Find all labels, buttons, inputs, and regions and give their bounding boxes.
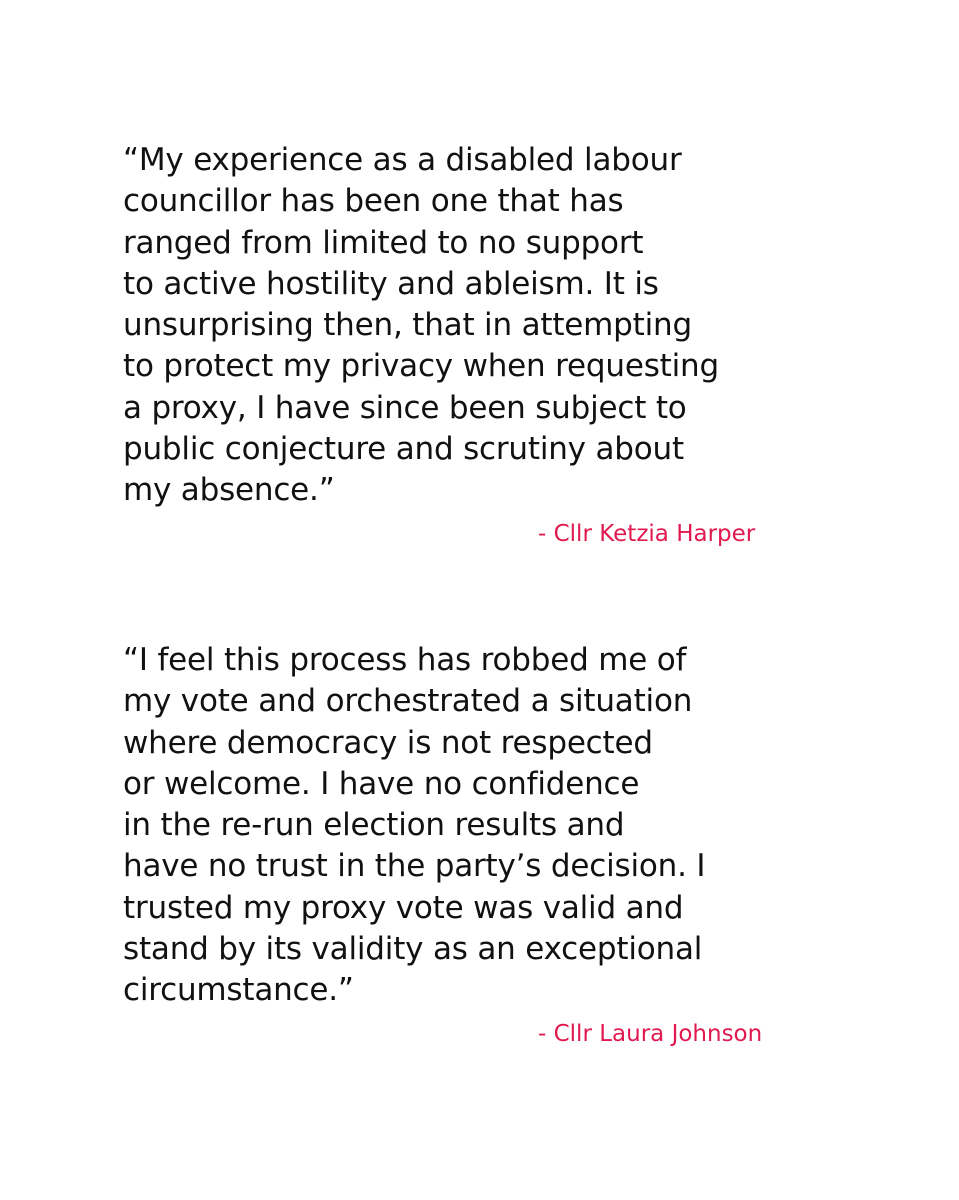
quote-line: or welcome. I have no confidence <box>123 765 640 802</box>
quote-line: trusted my proxy vote was valid and <box>123 889 684 926</box>
quote-line: my absence.” <box>123 472 335 509</box>
quote-line: my vote and orchestrated a situation <box>123 683 693 720</box>
quote-line: in the re-run election results and <box>123 807 625 844</box>
quote-line: ranged from limited to no support <box>123 224 644 261</box>
quote-line: have no trust in the party’s decision. I <box>123 848 706 885</box>
quote-line: “I feel this process has robbed me of <box>123 642 687 678</box>
quote-line: councillor has been one that has <box>123 183 624 220</box>
quote-line: a proxy, I have since been subject to <box>123 389 687 426</box>
quote-line: “My experience as a disabled labour <box>123 142 682 178</box>
quote-line: stand by its validity as an exceptional <box>123 931 703 968</box>
quote-line: unsurprising then, that in attempting <box>123 307 692 344</box>
attribution-harper: - Cllr Ketzia Harper <box>538 521 756 547</box>
quote-johnson <box>123 640 883 1012</box>
quote-harper <box>123 140 883 512</box>
quote-line: to protect my privacy when requesting <box>123 348 719 385</box>
quote-line: public conjecture and scrutiny about <box>123 431 684 468</box>
attribution-johnson: - Cllr Laura Johnson <box>538 1021 763 1047</box>
quote-line: circumstance.” <box>123 972 354 1009</box>
quote-line: where democracy is not respected <box>123 724 653 761</box>
quote-line: to active hostility and ableism. It is <box>123 265 659 302</box>
